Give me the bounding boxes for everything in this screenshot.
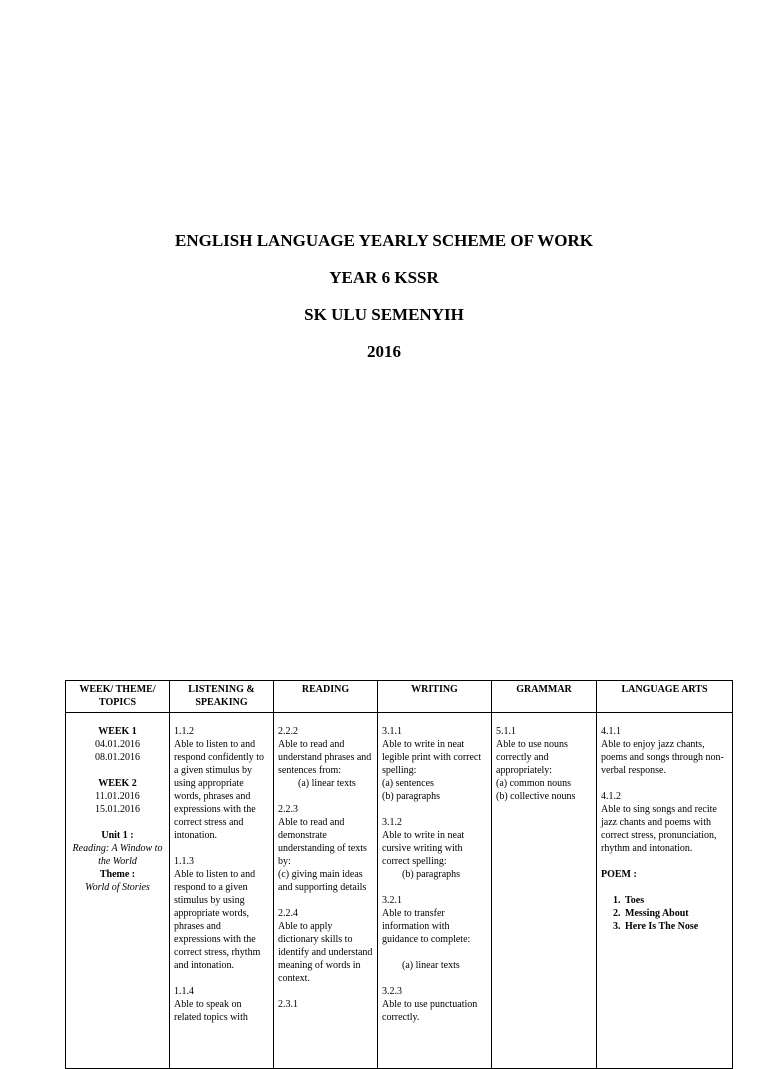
week-2-label: WEEK 2	[98, 778, 137, 789]
table-header-row	[66, 681, 733, 713]
listening-cell	[170, 713, 274, 1069]
standard-code: 1.1.4	[174, 986, 194, 997]
grammar-cell	[492, 713, 597, 1069]
week-2-start: 11.01.2016	[95, 791, 140, 802]
standard-code: 2.2.3	[278, 804, 298, 815]
unit-title: Reading: A Window to the World	[72, 843, 163, 867]
standard-code: 4.1.1	[601, 726, 621, 737]
standard-text: Able to use nouns correctly and appropriately:	[496, 739, 568, 776]
week-2-end: 15.01.2016	[95, 804, 140, 815]
standard-code: 2.2.2	[278, 726, 298, 737]
standard-code: 3.2.1	[382, 895, 402, 906]
document-title-block	[0, 232, 768, 380]
standard-text: Able to read and demonstrate understanding of texts by:	[278, 817, 367, 867]
standard-text: Able to read and understand phrases and sentences from:	[278, 739, 372, 776]
list-item: 2. Messing About	[623, 907, 728, 920]
scheme-table	[65, 680, 733, 1069]
header-language-arts: LANGUAGE ARTS	[597, 681, 733, 713]
standard-code: 3.1.1	[382, 726, 402, 737]
week-1-start: 04.01.2016	[95, 739, 140, 750]
year-number: 2016	[367, 342, 401, 361]
header-week: WEEK/ THEME/ TOPICS	[66, 681, 170, 713]
standard-code: 4.1.2	[601, 791, 621, 802]
school-name: SK ULU SEMENYIH	[304, 305, 464, 324]
language-arts-cell	[597, 713, 733, 1069]
standard-item: (a) sentences	[382, 778, 434, 789]
standard-text: Able to write in neat cursive writing with correct spelling:	[382, 830, 465, 867]
standard-text: Able to use punctuation correctly.	[382, 999, 478, 1023]
standard-item: (a) linear texts	[402, 960, 460, 971]
standard-code: 3.1.2	[382, 817, 402, 828]
header-reading: READING	[274, 681, 378, 713]
standard-text: Able to speak on related topics with	[174, 999, 248, 1023]
table-row	[66, 713, 733, 1069]
week-1-label: WEEK 1	[98, 726, 137, 737]
standard-code: 1.1.2	[174, 726, 194, 737]
unit-label: Unit 1 :	[101, 830, 134, 841]
list-item: 3. Here Is The Nose	[623, 920, 728, 933]
standard-code: 5.1.1	[496, 726, 516, 737]
poem-list	[601, 894, 728, 933]
list-item: 1. Toes	[623, 894, 728, 907]
theme-label: Theme :	[99, 869, 136, 880]
standard-text: Able to write in neat legible print with correct spelling:	[382, 739, 482, 776]
header-writing: WRITING	[378, 681, 492, 713]
standard-text: Able to enjoy jazz chants, poems and songs through non-verbal response.	[601, 739, 724, 776]
standard-item: (b) paragraphs	[402, 869, 461, 880]
standard-code: 2.3.1	[278, 999, 298, 1010]
poem-label: POEM :	[601, 869, 637, 880]
standard-item: (b) collective nouns	[496, 791, 576, 802]
week-cell	[66, 713, 170, 1069]
standard-item: (c) giving main ideas and supporting details	[278, 869, 367, 893]
standard-item: (a) linear texts	[298, 778, 356, 789]
header-listening: LISTENING & SPEAKING	[170, 681, 274, 713]
week-1-end: 08.01.2016	[95, 752, 140, 763]
header-grammar: GRAMMAR	[492, 681, 597, 713]
standard-text: Able to listen to and respond confidently to a given stimulus by using appropriate words, phrases and expressions with the correct stress and intonation.	[174, 739, 264, 841]
standard-item: (a) common nouns	[496, 778, 571, 789]
standard-text: Able to sing songs and recite jazz chants and poems with correct stress, pronunciation, rhythm and intonation.	[601, 804, 717, 854]
standard-text: Able to apply dictionary skills to identify and understand meaning of words in context.	[278, 921, 373, 984]
theme-title: World of Stories	[85, 882, 150, 893]
standard-text: Able to listen to and respond to a given stimulus by using appropriate words, phrases and expressions with the correct stress, rhythm and intonation.	[174, 869, 261, 971]
standard-code: 1.1.3	[174, 856, 194, 867]
year-label: YEAR 6 KSSR	[329, 268, 439, 287]
reading-cell	[274, 713, 378, 1069]
writing-cell	[378, 713, 492, 1069]
document-title: ENGLISH LANGUAGE YEARLY SCHEME OF WORK	[175, 231, 593, 250]
standard-code: 3.2.3	[382, 986, 402, 997]
standard-text: Able to transfer information with guidance to complete:	[382, 908, 471, 945]
standard-item: (b) paragraphs	[382, 791, 441, 802]
standard-code: 2.2.4	[278, 908, 298, 919]
